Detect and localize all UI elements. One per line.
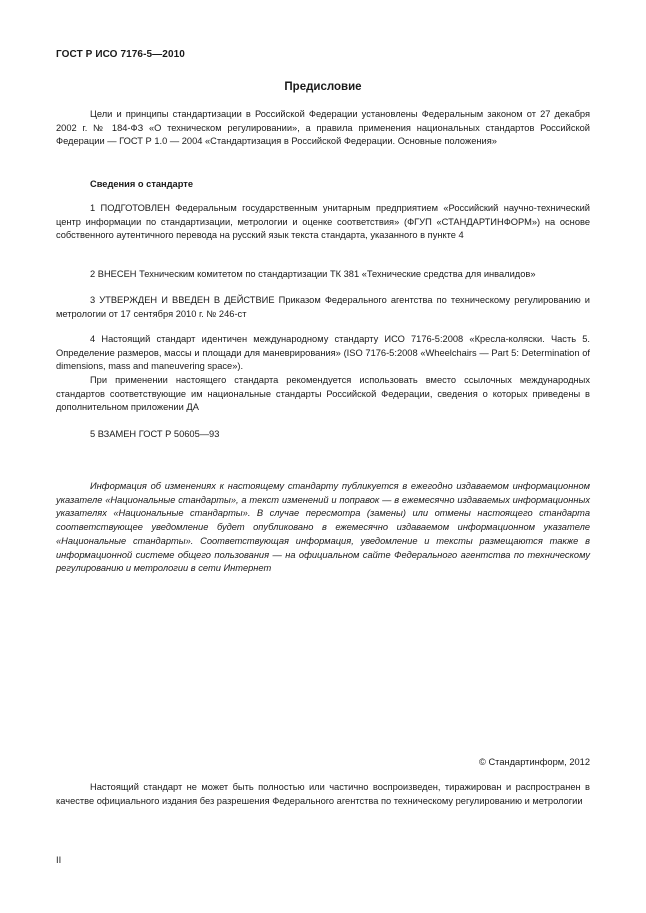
item-3-paragraph: 3 УТВЕРЖДЕН И ВВЕДЕН В ДЕЙСТВИЕ Приказом Федерального агентства по техническому регулированию и метрологии от 17 сентября 2010 г. № 246-ст (56, 295, 590, 319)
page-number: II (56, 855, 62, 865)
rights-paragraph: Настоящий стандарт не может быть полностью или частично воспроизведен, тиражирован и распространен в качестве официального издания без разрешения Федерального агентства по техническому регулированию и метрологии (56, 782, 590, 806)
notice-paragraph: Информация об изменениях к настоящему стандарту публикуется в ежегодно издаваемом информационном указателе «Национальные стандарты», а текст изменений и поправок — в ежемесячно издаваемых информационных указателях «Национальные стандарты». В случае пересмотра (замены) или отмены настоящего стандарта соответствующее уведомление будет опубликовано в ежемесячно издаваемом информационном указателе «Национальные стандарты». Соответствующая информация, уведомление и тексты размещаются также в информационной системе общего пользования — на официальном сайте Федерального агентства по техническому регулированию и метрологии в сети Интернет (56, 481, 590, 574)
page-title: Предисловие (284, 81, 362, 93)
info-heading: Сведения о стандарте (90, 179, 194, 189)
copyright-line: © Стандартинформ, 2012 (479, 757, 590, 767)
intro-paragraph: Цели и принципы стандартизации в Российской Федерации установлены Федеральным законом от 27 декабря 2002 г. № 184-ФЗ «О техническом регулировании», а правила применения национальных стандартов Российской Федерации — ГОСТ Р 1.0 — 2004 «Стандартизация в Российской Федерации. Основные положения» (56, 109, 590, 147)
item-4-note-paragraph: При применении настоящего стандарта рекомендуется использовать вместо ссылочных международных стандартов соответствующие им национальные стандарты Российской Федерации, сведения о которых приведены в дополнительном приложении ДА (56, 375, 590, 413)
item-2-paragraph: 2 ВНЕСЕН Техническим комитетом по стандартизации ТК 381 «Технические средства для инвалидов» (90, 269, 536, 279)
doc-code-header: ГОСТ Р ИСО 7176-5—2010 (56, 49, 185, 60)
item-5-paragraph: 5 ВЗАМЕН ГОСТ Р 50605—93 (90, 429, 220, 439)
item-4-paragraph: 4 Настоящий стандарт идентичен международному стандарту ИСО 7176-5:2008 «Кресла-коляски. Часть 5. Определение размеров, массы и площади для маневрирования» (ISO 7176-5:2008 «Wheelchairs — Part 5: Determination of dimensions, mass and maneuvering space»). (56, 334, 590, 372)
item-1-paragraph: 1 ПОДГОТОВЛЕН Федеральным государственным унитарным предприятием «Российский научно-технический центр информации по стандартизации, метрологии и оценке соответствия» (ФГУП «СТАНДАРТИНФОРМ») на основе собственного аутентичного перевода на русский язык текста стандарта, указанного в пункте 4 (56, 203, 590, 241)
